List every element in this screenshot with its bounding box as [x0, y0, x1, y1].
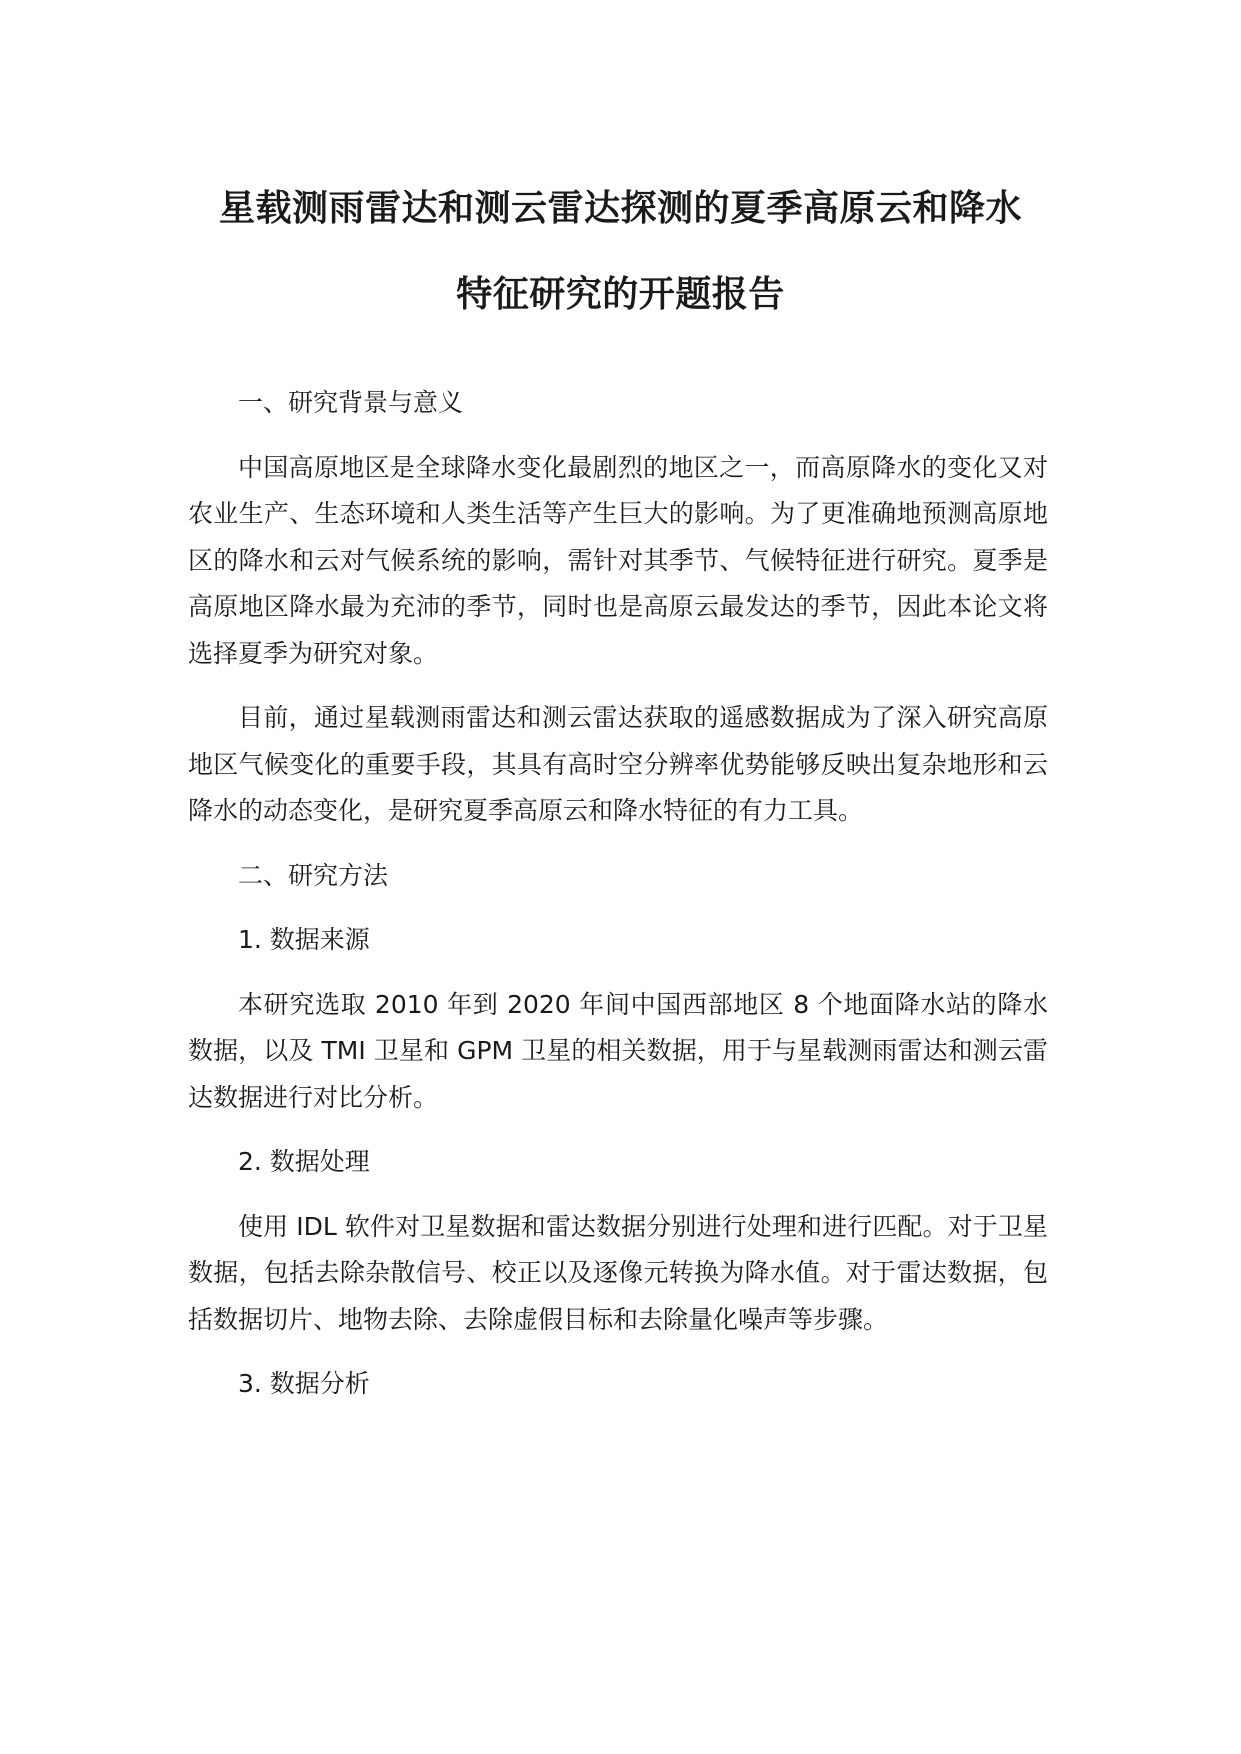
paragraph-data-processing: 使用 IDL 软件对卫星数据和雷达数据分别进行处理和进行匹配。对于卫星数据，包括去除杂散信号、校正以及逐像元转换为降水值。对于雷达数据，包括数据切片、地物去除、去除虚假目标和去除量化噪声等步骤。 [188, 1211, 1048, 1334]
subsection-heading-data-source: 1. 数据来源 [238, 925, 370, 954]
subsection-heading-data-processing: 2. 数据处理 [238, 1147, 370, 1176]
document-body [188, 380, 1048, 1426]
document-title-line-2: 特征研究的开题报告 [456, 274, 785, 315]
document-title-line-1: 星载测雨雷达和测云雷达探测的夏季高原云和降水 [218, 188, 1022, 229]
paragraph-background-1: 中国高原地区是全球降水变化最剧烈的地区之一，而高原降水的变化又对农业生产、生态环境和人类生活等产生巨大的影响。为了更准确地预测高原地区的降水和云对气候系统的影响，需针对其季节、气候特征进行研究。夏季是高原地区降水最为充沛的季节，同时也是高原云最发达的季节，因此本论文将选择夏季为研究对象。 [188, 452, 1048, 668]
paragraph-data-source: 本研究选取 2010 年到 2020 年间中国西部地区 8 个地面降水站的降水数据，以及 TMI 卫星和 GPM 卫星的相关数据，用于与星载测雨雷达和测云雷达数据进行对比分析。 [188, 989, 1048, 1112]
paragraph-background-2: 目前，通过星载测雨雷达和测云雷达获取的遥感数据成为了深入研究高原地区气候变化的重要手段，其具有高时空分辨率优势能够反映出复杂地形和云降水的动态变化，是研究夏季高原云和降水特征的有力工具。 [188, 703, 1048, 825]
section-heading-background: 一、研究背景与意义 [238, 388, 464, 417]
section-heading-methods: 二、研究方法 [238, 860, 389, 890]
subsection-heading-data-analysis: 3. 数据分析 [238, 1369, 370, 1398]
